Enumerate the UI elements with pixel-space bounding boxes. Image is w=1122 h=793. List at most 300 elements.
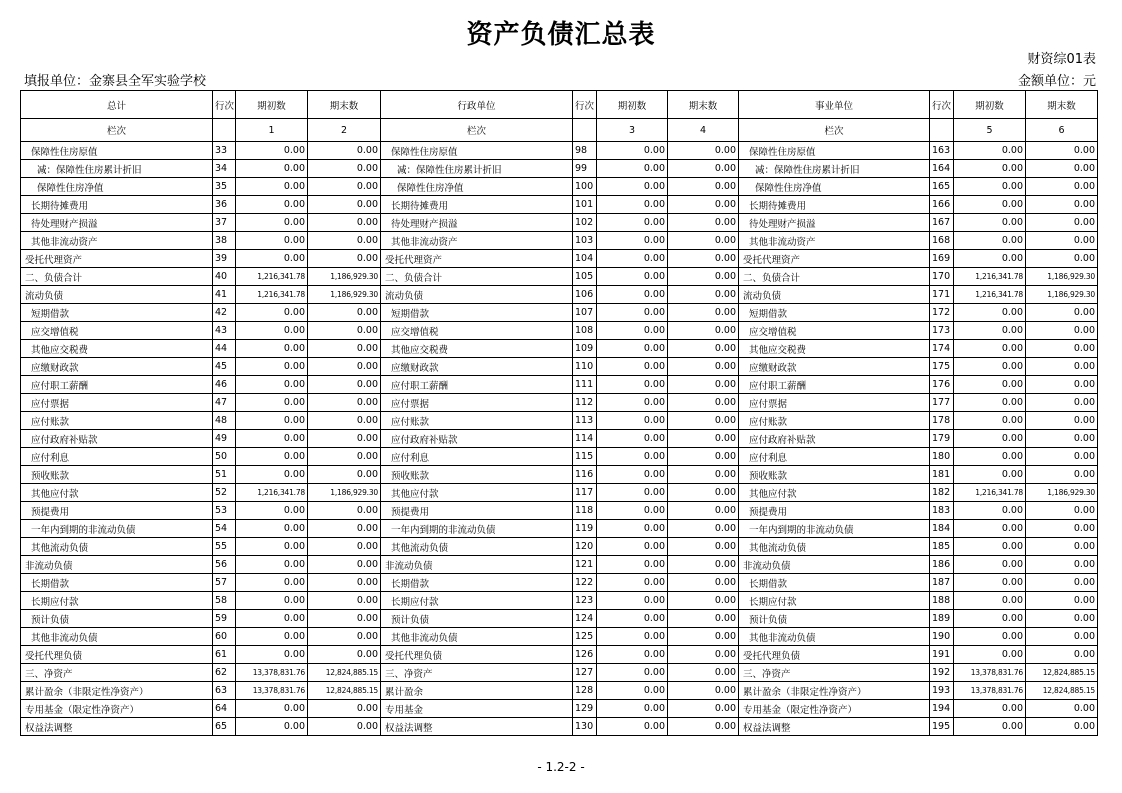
total-line-no: 42 xyxy=(213,304,236,322)
total-end-value: 0.00 xyxy=(308,340,381,358)
institution-begin-value: 0.00 xyxy=(954,142,1026,160)
admin-end-value: 0.00 xyxy=(668,286,739,304)
institution-end-value: 0.00 xyxy=(1026,358,1098,376)
total-end-value: 0.00 xyxy=(308,178,381,196)
admin-begin-value: 0.00 xyxy=(597,466,668,484)
header-institution: 事业单位 xyxy=(739,91,930,119)
institution-line-no: 192 xyxy=(930,664,954,682)
institution-end-value: 0.00 xyxy=(1026,466,1098,484)
table-row xyxy=(21,646,1098,664)
institution-begin-value: 0.00 xyxy=(954,520,1026,538)
admin-item-name: 其他流动负债 xyxy=(381,538,573,556)
institution-item-name: 应缴财政款 xyxy=(739,358,930,376)
admin-line-no: 124 xyxy=(573,610,597,628)
total-begin-value: 0.00 xyxy=(236,160,308,178)
total-line-no: 37 xyxy=(213,214,236,232)
total-line-no: 36 xyxy=(213,196,236,214)
table-row xyxy=(21,358,1098,376)
admin-item-name: 应付票据 xyxy=(381,394,573,412)
total-end-value: 0.00 xyxy=(308,700,381,718)
institution-line-no: 166 xyxy=(930,196,954,214)
total-item-name: 其他非流动资产 xyxy=(21,232,213,250)
admin-item-name: 三、净资产 xyxy=(381,664,573,682)
total-line-no: 39 xyxy=(213,250,236,268)
total-begin-value: 13,378,831.76 xyxy=(236,664,308,682)
institution-begin-value: 0.00 xyxy=(954,214,1026,232)
admin-begin-value: 0.00 xyxy=(597,592,668,610)
institution-begin-value: 0.00 xyxy=(954,322,1026,340)
admin-begin-value: 0.00 xyxy=(597,538,668,556)
total-end-value: 0.00 xyxy=(308,646,381,664)
total-end-value: 0.00 xyxy=(308,610,381,628)
total-end-value: 0.00 xyxy=(308,412,381,430)
admin-line-no: 111 xyxy=(573,376,597,394)
table-row xyxy=(21,448,1098,466)
table-row xyxy=(21,142,1098,160)
institution-end-value: 0.00 xyxy=(1026,232,1098,250)
admin-begin-value: 0.00 xyxy=(597,268,668,286)
header-begin: 期初数 xyxy=(236,91,308,119)
institution-end-value: 0.00 xyxy=(1026,250,1098,268)
total-begin-value: 0.00 xyxy=(236,592,308,610)
total-item-name: 保障性住房净值 xyxy=(21,178,213,196)
total-begin-value: 0.00 xyxy=(236,574,308,592)
total-end-value: 0.00 xyxy=(308,250,381,268)
institution-begin-value: 0.00 xyxy=(954,358,1026,376)
total-begin-value: 0.00 xyxy=(236,718,308,736)
institution-end-value: 0.00 xyxy=(1026,160,1098,178)
admin-item-name: 其他应交税费 xyxy=(381,340,573,358)
total-begin-value: 0.00 xyxy=(236,610,308,628)
institution-line-no: 174 xyxy=(930,340,954,358)
total-begin-value: 0.00 xyxy=(236,214,308,232)
admin-begin-value: 0.00 xyxy=(597,304,668,322)
admin-item-name: 专用基金 xyxy=(381,700,573,718)
total-line-no: 59 xyxy=(213,610,236,628)
column-number-row xyxy=(21,119,1098,142)
admin-end-value: 0.00 xyxy=(668,538,739,556)
admin-begin-value: 0.00 xyxy=(597,178,668,196)
total-item-name: 流动负债 xyxy=(21,286,213,304)
admin-end-value: 0.00 xyxy=(668,394,739,412)
institution-item-name: 保障性住房净值 xyxy=(739,178,930,196)
table-row xyxy=(21,304,1098,322)
admin-item-name: 长期借款 xyxy=(381,574,573,592)
institution-item-name: 三、净资产 xyxy=(739,664,930,682)
admin-item-name: 非流动负债 xyxy=(381,556,573,574)
total-line-no: 41 xyxy=(213,286,236,304)
admin-begin-value: 0.00 xyxy=(597,484,668,502)
institution-item-name: 其他非流动资产 xyxy=(739,232,930,250)
admin-line-no: 115 xyxy=(573,448,597,466)
admin-item-name: 一年内到期的非流动负债 xyxy=(381,520,573,538)
table-row xyxy=(21,376,1098,394)
total-end-value: 0.00 xyxy=(308,466,381,484)
admin-end-value: 0.00 xyxy=(668,232,739,250)
header-line: 行次 xyxy=(213,91,236,119)
total-end-value: 0.00 xyxy=(308,232,381,250)
total-line-no: 44 xyxy=(213,340,236,358)
total-item-name: 一年内到期的非流动负债 xyxy=(21,520,213,538)
total-begin-value: 0.00 xyxy=(236,142,308,160)
total-line-no: 48 xyxy=(213,412,236,430)
total-end-value: 0.00 xyxy=(308,142,381,160)
admin-begin-value: 0.00 xyxy=(597,448,668,466)
total-item-name: 预计负债 xyxy=(21,610,213,628)
admin-end-value: 0.00 xyxy=(668,502,739,520)
total-end-value: 0.00 xyxy=(308,304,381,322)
total-item-name: 应付利息 xyxy=(21,448,213,466)
admin-line-no: 100 xyxy=(573,178,597,196)
admin-end-value: 0.00 xyxy=(668,268,739,286)
total-line-no: 55 xyxy=(213,538,236,556)
table-row xyxy=(21,322,1098,340)
institution-line-no: 184 xyxy=(930,520,954,538)
admin-begin-value: 0.00 xyxy=(597,214,668,232)
table-row xyxy=(21,340,1098,358)
total-begin-value: 0.00 xyxy=(236,232,308,250)
total-item-name: 非流动负债 xyxy=(21,556,213,574)
admin-end-value: 0.00 xyxy=(668,628,739,646)
admin-end-value: 0.00 xyxy=(668,520,739,538)
admin-end-value: 0.00 xyxy=(668,196,739,214)
institution-line-no: 182 xyxy=(930,484,954,502)
admin-end-value: 0.00 xyxy=(668,304,739,322)
institution-begin-value: 0.00 xyxy=(954,718,1026,736)
institution-line-no: 189 xyxy=(930,610,954,628)
table-row xyxy=(21,250,1098,268)
header-end: 期末数 xyxy=(308,91,381,119)
institution-line-no: 165 xyxy=(930,178,954,196)
total-item-name: 应付票据 xyxy=(21,394,213,412)
table-row xyxy=(21,286,1098,304)
total-end-value: 0.00 xyxy=(308,376,381,394)
header-begin: 期初数 xyxy=(954,91,1026,119)
institution-item-name: 预计负债 xyxy=(739,610,930,628)
institution-item-name: 其他非流动负债 xyxy=(739,628,930,646)
total-end-value: 0.00 xyxy=(308,520,381,538)
admin-end-value: 0.00 xyxy=(668,664,739,682)
total-begin-value: 0.00 xyxy=(236,466,308,484)
institution-end-value: 12,824,885.15 xyxy=(1026,682,1098,700)
total-item-name: 长期待摊费用 xyxy=(21,196,213,214)
admin-line-no: 113 xyxy=(573,412,597,430)
admin-end-value: 0.00 xyxy=(668,322,739,340)
admin-item-name: 其他应付款 xyxy=(381,484,573,502)
admin-begin-value: 0.00 xyxy=(597,358,668,376)
admin-begin-value: 0.00 xyxy=(597,700,668,718)
total-line-no: 34 xyxy=(213,160,236,178)
admin-end-value: 0.00 xyxy=(668,646,739,664)
admin-line-no: 130 xyxy=(573,718,597,736)
column-num: 2 xyxy=(308,119,381,142)
institution-begin-value: 0.00 xyxy=(954,646,1026,664)
total-begin-value: 0.00 xyxy=(236,394,308,412)
institution-begin-value: 0.00 xyxy=(954,574,1026,592)
total-end-value: 0.00 xyxy=(308,430,381,448)
admin-begin-value: 0.00 xyxy=(597,646,668,664)
institution-end-value: 0.00 xyxy=(1026,592,1098,610)
institution-item-name: 应付政府补贴款 xyxy=(739,430,930,448)
total-item-name: 其他应付款 xyxy=(21,484,213,502)
column-num-blank xyxy=(213,119,236,142)
table-row xyxy=(21,574,1098,592)
institution-end-value: 0.00 xyxy=(1026,646,1098,664)
admin-begin-value: 0.00 xyxy=(597,232,668,250)
admin-line-no: 123 xyxy=(573,592,597,610)
institution-begin-value: 0.00 xyxy=(954,412,1026,430)
form-code: 财资综01表 xyxy=(1027,52,1096,67)
institution-begin-value: 0.00 xyxy=(954,304,1026,322)
total-line-no: 53 xyxy=(213,502,236,520)
admin-line-no: 129 xyxy=(573,700,597,718)
table-row xyxy=(21,502,1098,520)
admin-item-name: 预提费用 xyxy=(381,502,573,520)
institution-item-name: 应付账款 xyxy=(739,412,930,430)
admin-line-no: 117 xyxy=(573,484,597,502)
institution-end-value: 0.00 xyxy=(1026,322,1098,340)
admin-begin-value: 0.00 xyxy=(597,628,668,646)
institution-end-value: 1,186,929.30 xyxy=(1026,268,1098,286)
total-begin-value: 0.00 xyxy=(236,448,308,466)
total-item-name: 短期借款 xyxy=(21,304,213,322)
institution-item-name: 其他流动负债 xyxy=(739,538,930,556)
admin-item-name: 预收账款 xyxy=(381,466,573,484)
admin-item-name: 应付政府补贴款 xyxy=(381,430,573,448)
column-num-blank xyxy=(573,119,597,142)
institution-item-name: 减：保障性住房累计折旧 xyxy=(739,160,930,178)
total-begin-value: 0.00 xyxy=(236,520,308,538)
total-end-value: 0.00 xyxy=(308,160,381,178)
total-end-value: 0.00 xyxy=(308,592,381,610)
admin-end-value: 0.00 xyxy=(668,484,739,502)
total-item-name: 应付职工薪酬 xyxy=(21,376,213,394)
total-begin-value: 1,216,341.78 xyxy=(236,484,308,502)
total-end-value: 12,824,885.15 xyxy=(308,682,381,700)
table-row xyxy=(21,394,1098,412)
admin-end-value: 0.00 xyxy=(668,574,739,592)
total-end-value: 0.00 xyxy=(308,394,381,412)
total-item-name: 受托代理资产 xyxy=(21,250,213,268)
admin-item-name: 短期借款 xyxy=(381,304,573,322)
table-row xyxy=(21,214,1098,232)
header-row xyxy=(21,91,1098,119)
institution-begin-value: 1,216,341.78 xyxy=(954,268,1026,286)
total-line-no: 58 xyxy=(213,592,236,610)
institution-begin-value: 0.00 xyxy=(954,196,1026,214)
filler-unit: 填报单位：金寨县全军实验学校 xyxy=(24,74,207,89)
currency-unit: 金额单位：元 xyxy=(1017,74,1096,89)
institution-begin-value: 1,216,341.78 xyxy=(954,484,1026,502)
institution-end-value: 0.00 xyxy=(1026,502,1098,520)
total-line-no: 57 xyxy=(213,574,236,592)
institution-item-name: 二、负债合计 xyxy=(739,268,930,286)
admin-item-name: 应交增值税 xyxy=(381,322,573,340)
institution-end-value: 0.00 xyxy=(1026,340,1098,358)
institution-item-name: 受托代理资产 xyxy=(739,250,930,268)
admin-begin-value: 0.00 xyxy=(597,718,668,736)
total-end-value: 0.00 xyxy=(308,556,381,574)
institution-end-value: 0.00 xyxy=(1026,574,1098,592)
institution-end-value: 0.00 xyxy=(1026,394,1098,412)
total-line-no: 47 xyxy=(213,394,236,412)
institution-item-name: 应付票据 xyxy=(739,394,930,412)
admin-item-name: 待处理财产损溢 xyxy=(381,214,573,232)
admin-begin-value: 0.00 xyxy=(597,502,668,520)
total-line-no: 33 xyxy=(213,142,236,160)
table-row xyxy=(21,538,1098,556)
total-begin-value: 0.00 xyxy=(236,340,308,358)
total-begin-value: 0.00 xyxy=(236,376,308,394)
admin-end-value: 0.00 xyxy=(668,250,739,268)
institution-line-no: 168 xyxy=(930,232,954,250)
institution-line-no: 187 xyxy=(930,574,954,592)
total-item-name: 保障性住房原值 xyxy=(21,142,213,160)
total-end-value: 0.00 xyxy=(308,448,381,466)
institution-item-name: 保障性住房原值 xyxy=(739,142,930,160)
table-row xyxy=(21,628,1098,646)
table-row xyxy=(21,268,1098,286)
institution-item-name: 其他应交税费 xyxy=(739,340,930,358)
admin-end-value: 0.00 xyxy=(668,160,739,178)
institution-line-no: 191 xyxy=(930,646,954,664)
total-item-name: 预提费用 xyxy=(21,502,213,520)
column-num: 3 xyxy=(597,119,668,142)
institution-line-no: 176 xyxy=(930,376,954,394)
page-number: - 1.2-2 - xyxy=(537,760,585,774)
admin-end-value: 0.00 xyxy=(668,430,739,448)
total-line-no: 63 xyxy=(213,682,236,700)
total-line-no: 65 xyxy=(213,718,236,736)
total-line-no: 56 xyxy=(213,556,236,574)
total-begin-value: 0.00 xyxy=(236,322,308,340)
total-item-name: 累计盈余（非限定性净资产） xyxy=(21,682,213,700)
total-line-no: 35 xyxy=(213,178,236,196)
institution-line-no: 172 xyxy=(930,304,954,322)
total-end-value: 0.00 xyxy=(308,538,381,556)
total-end-value: 0.00 xyxy=(308,718,381,736)
total-line-no: 60 xyxy=(213,628,236,646)
total-line-no: 50 xyxy=(213,448,236,466)
table-row xyxy=(21,592,1098,610)
admin-line-no: 127 xyxy=(573,664,597,682)
admin-item-name: 应缴财政款 xyxy=(381,358,573,376)
table-row xyxy=(21,412,1098,430)
institution-begin-value: 0.00 xyxy=(954,232,1026,250)
admin-line-no: 110 xyxy=(573,358,597,376)
admin-line-no: 106 xyxy=(573,286,597,304)
admin-begin-value: 0.00 xyxy=(597,376,668,394)
total-end-value: 0.00 xyxy=(308,196,381,214)
institution-line-no: 180 xyxy=(930,448,954,466)
table-row xyxy=(21,700,1098,718)
admin-item-name: 长期待摊费用 xyxy=(381,196,573,214)
institution-line-no: 164 xyxy=(930,160,954,178)
admin-begin-value: 0.00 xyxy=(597,682,668,700)
institution-end-value: 1,186,929.30 xyxy=(1026,286,1098,304)
institution-begin-value: 0.00 xyxy=(954,610,1026,628)
admin-end-value: 0.00 xyxy=(668,340,739,358)
admin-line-no: 126 xyxy=(573,646,597,664)
institution-end-value: 0.00 xyxy=(1026,520,1098,538)
table-row xyxy=(21,196,1098,214)
admin-item-name: 长期应付款 xyxy=(381,592,573,610)
total-item-name: 三、净资产 xyxy=(21,664,213,682)
admin-begin-value: 0.00 xyxy=(597,664,668,682)
institution-item-name: 长期应付款 xyxy=(739,592,930,610)
table-row xyxy=(21,484,1098,502)
admin-line-no: 112 xyxy=(573,394,597,412)
page-title: 资产负债汇总表 xyxy=(466,20,656,50)
admin-line-no: 120 xyxy=(573,538,597,556)
admin-line-no: 99 xyxy=(573,160,597,178)
institution-end-value: 0.00 xyxy=(1026,196,1098,214)
total-item-name: 专用基金（限定性净资产） xyxy=(21,700,213,718)
admin-begin-value: 0.00 xyxy=(597,430,668,448)
institution-item-name: 待处理财产损溢 xyxy=(739,214,930,232)
institution-begin-value: 0.00 xyxy=(954,340,1026,358)
institution-begin-value: 0.00 xyxy=(954,430,1026,448)
admin-begin-value: 0.00 xyxy=(597,610,668,628)
admin-item-name: 受托代理负债 xyxy=(381,646,573,664)
header-begin: 期初数 xyxy=(597,91,668,119)
table-body xyxy=(21,142,1098,736)
institution-item-name: 应交增值税 xyxy=(739,322,930,340)
total-item-name: 长期借款 xyxy=(21,574,213,592)
admin-item-name: 流动负债 xyxy=(381,286,573,304)
total-line-no: 49 xyxy=(213,430,236,448)
total-item-name: 二、负债合计 xyxy=(21,268,213,286)
total-item-name: 应缴财政款 xyxy=(21,358,213,376)
balance-sheet-table xyxy=(20,90,1098,736)
institution-item-name: 预收账款 xyxy=(739,466,930,484)
admin-begin-value: 0.00 xyxy=(597,412,668,430)
institution-line-no: 171 xyxy=(930,286,954,304)
total-end-value: 0.00 xyxy=(308,358,381,376)
admin-end-value: 0.00 xyxy=(668,592,739,610)
institution-begin-value: 1,216,341.78 xyxy=(954,286,1026,304)
total-end-value: 1,186,929.30 xyxy=(308,484,381,502)
total-item-name: 长期应付款 xyxy=(21,592,213,610)
total-begin-value: 0.00 xyxy=(236,700,308,718)
total-end-value: 0.00 xyxy=(308,574,381,592)
institution-item-name: 其他应付款 xyxy=(739,484,930,502)
institution-begin-value: 13,378,831.76 xyxy=(954,664,1026,682)
table-row xyxy=(21,430,1098,448)
institution-end-value: 0.00 xyxy=(1026,412,1098,430)
institution-line-no: 193 xyxy=(930,682,954,700)
total-end-value: 12,824,885.15 xyxy=(308,664,381,682)
admin-end-value: 0.00 xyxy=(668,358,739,376)
admin-line-no: 102 xyxy=(573,214,597,232)
admin-item-name: 应付利息 xyxy=(381,448,573,466)
institution-line-no: 186 xyxy=(930,556,954,574)
total-item-name: 减：保障性住房累计折旧 xyxy=(21,160,213,178)
admin-line-no: 101 xyxy=(573,196,597,214)
admin-end-value: 0.00 xyxy=(668,214,739,232)
total-line-no: 40 xyxy=(213,268,236,286)
institution-end-value: 1,186,929.30 xyxy=(1026,484,1098,502)
institution-begin-value: 0.00 xyxy=(954,376,1026,394)
total-begin-value: 0.00 xyxy=(236,538,308,556)
admin-item-name: 权益法调整 xyxy=(381,718,573,736)
institution-line-no: 181 xyxy=(930,466,954,484)
table-row xyxy=(21,520,1098,538)
header-end: 期末数 xyxy=(668,91,739,119)
column-label: 栏次 xyxy=(21,119,213,142)
total-end-value: 1,186,929.30 xyxy=(308,286,381,304)
admin-end-value: 0.00 xyxy=(668,376,739,394)
